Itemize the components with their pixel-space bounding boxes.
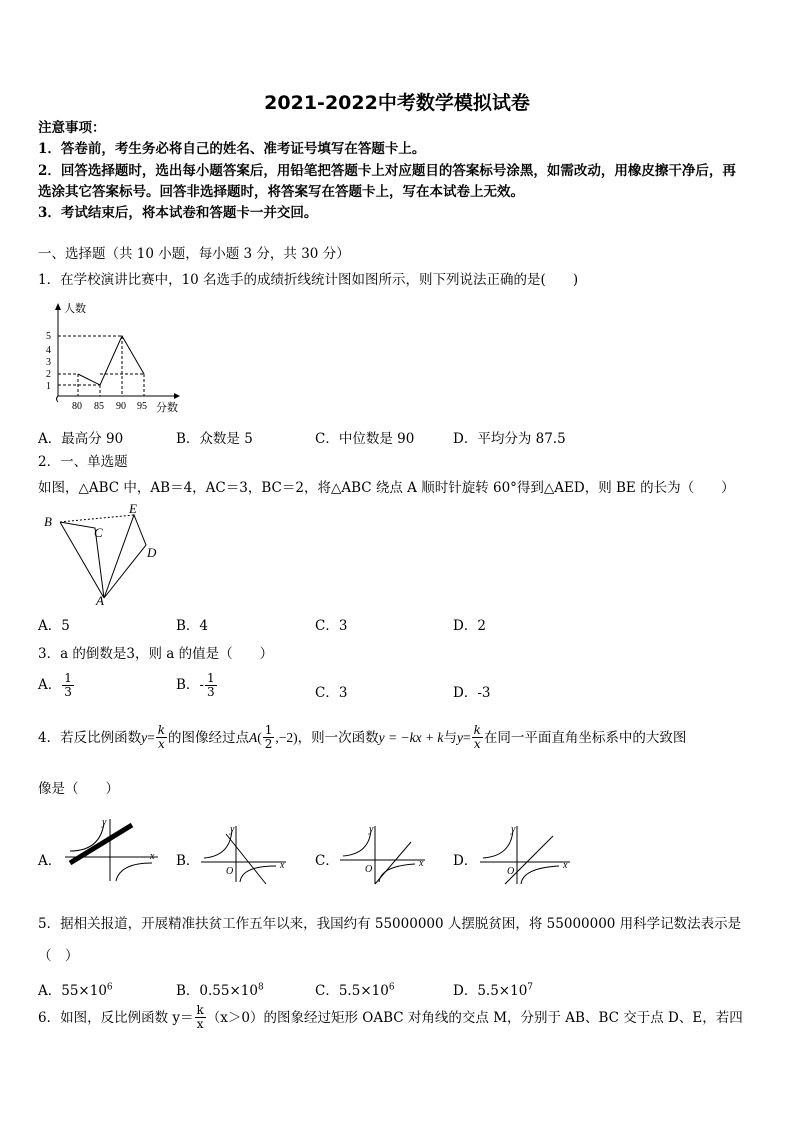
q4-graph-c	[335, 822, 430, 887]
denominator: x	[473, 737, 481, 751]
ytick-4: 4	[46, 345, 51, 356]
y-label: y	[511, 824, 516, 835]
exponent: 8	[257, 982, 264, 993]
y-label: y	[102, 817, 107, 828]
ytick-1: 1	[46, 381, 51, 392]
denominator: x	[196, 1017, 204, 1031]
origin-label: O	[365, 864, 373, 875]
q2-rotation-figure	[38, 500, 163, 608]
numerator: 1	[264, 723, 273, 737]
label-A: A	[96, 593, 104, 608]
q4-paren: (	[257, 729, 262, 745]
q4-option-d-label: D．	[453, 853, 478, 869]
q4-frac-k-x	[156, 724, 167, 751]
exponent: 6	[106, 982, 113, 993]
q4-point-a: A	[249, 729, 258, 745]
q4-text-3: ，则一次函数	[297, 729, 379, 746]
page-title: 2021-2022中考数学模拟试卷	[264, 92, 530, 114]
notice-heading: 注意事项：	[38, 120, 106, 136]
numerator: 1	[206, 671, 215, 685]
numerator: 1	[64, 671, 72, 685]
y-label: y	[369, 824, 374, 835]
notice-line-2: 2．回答选择题时，选出每小题答案后，用铅笔把答题卡上对应题目的答案标号涂黑，如需改动，用橡皮擦干净后，再	[38, 163, 736, 179]
exponent: 6	[388, 982, 395, 993]
base: 5.5×10	[338, 983, 389, 999]
minus-sign: -	[199, 677, 204, 693]
numerator: k	[157, 723, 165, 737]
xtick-90: 90	[116, 401, 126, 412]
q3-option-b-label: B．	[176, 677, 200, 693]
numerator: k	[473, 723, 481, 737]
q3-stem: 3．a 的倒数是3，则 a 的值是（ ）	[38, 646, 274, 662]
q4-graph-d	[475, 822, 575, 887]
x-label: x	[150, 851, 155, 862]
q6-text-1: 6．如图，反比例函数 y＝	[38, 1009, 194, 1026]
y-label: y	[230, 824, 235, 835]
label-E: E	[129, 501, 137, 516]
q4-text-1: 4．若反比例函数	[38, 729, 142, 746]
q4-stem	[38, 724, 686, 751]
q4-y-2: y	[456, 729, 463, 745]
base: 0.55×10	[199, 983, 258, 999]
q4-graph-b	[196, 820, 291, 885]
notice-line-1: 1．答卷前，考生务必将自己的姓名、准考证号填写在答题卡上。	[38, 141, 426, 157]
q1-option-a: A．最高分 90	[38, 431, 124, 447]
base: 55×10	[61, 983, 107, 999]
label-B: B	[44, 514, 52, 529]
denominator: 3	[206, 685, 215, 699]
q4-eq: =	[147, 729, 155, 745]
ytick-3: 3	[46, 357, 51, 368]
q1-stem: 1．在学校演讲比赛中，10 名选手的成绩折线统计图如图所示，则下列说法正确的是( )	[38, 272, 579, 288]
q2-option-d: D．2	[453, 618, 486, 634]
q6-stem	[38, 1004, 743, 1031]
label: C．	[315, 983, 339, 999]
q3-option-b	[176, 672, 218, 699]
q4-frac-k-x-2	[472, 724, 483, 751]
x-label: x	[280, 860, 285, 871]
x-label: x	[563, 860, 568, 871]
xtick-85: 85	[94, 401, 104, 412]
q4-option-c-label: C．	[315, 853, 339, 869]
q4-text-2: 的图像经过点	[168, 729, 249, 746]
q1-line-chart	[36, 298, 186, 418]
label: A．	[38, 983, 62, 999]
q1-option-b: B．众数是 5	[176, 431, 253, 447]
q5-stem: 5．据相关报道，开展精准扶贫工作五年以来，我国约有 55000000 人摆脱贫困，将 55000000 用科学记数法表示是	[38, 916, 742, 932]
q4-option-b-label: B．	[176, 853, 200, 869]
q2-option-c: C．3	[315, 618, 348, 634]
q6-text-2: （x＞0）的图象经过矩形 OABC 对角线的交点 M，分别于 AB、BC 交于点 D、E，若四	[206, 1009, 743, 1026]
origin-label: O	[507, 866, 515, 877]
q6-fraction	[195, 1004, 206, 1031]
q5-option-c	[315, 979, 395, 999]
q4-text-4: 与	[443, 729, 457, 746]
q1-option-c: C．中位数是 90	[315, 431, 415, 447]
q3-option-d: D．-3	[453, 685, 491, 701]
q4-point-rest: ,−2)	[275, 729, 298, 745]
chart-ylabel: 人数	[64, 303, 86, 315]
xtick-95: 95	[137, 401, 147, 412]
numerator: k	[196, 1003, 204, 1017]
q2-heading: 2．一、单选题	[38, 454, 128, 470]
notice-line-3: 选涂其它答案标号。回答非选择题时，将答案写在答题卡上，写在本试卷上无效。	[38, 184, 524, 200]
chart-xlabel: 分数	[156, 402, 178, 414]
ytick-5: 5	[46, 331, 51, 342]
q4-y: y	[141, 729, 148, 745]
q3-option-a	[38, 672, 75, 699]
q4-text-5: 在同一平面直角坐标系中的大致图	[483, 729, 687, 746]
q4-option-a-label: A．	[38, 853, 62, 869]
label: B．	[176, 983, 200, 999]
label-C: C	[94, 525, 103, 540]
xtick-80: 80	[72, 401, 82, 412]
q5-option-d	[453, 979, 533, 999]
q2-option-b: B．4	[176, 618, 209, 634]
q1-option-d: D．平均分为 87.5	[453, 431, 566, 447]
denominator: x	[157, 737, 165, 751]
q2-stem: 如图，△ABC 中，AB＝4，AC＝3，BC＝2，将△ABC 绕点 A 顺时针旋转 60°得到△AED，则 BE 的长为（ ）	[38, 480, 735, 496]
denominator: 2	[264, 737, 273, 751]
q5-paren: （ ）	[38, 948, 79, 964]
q5-option-a	[38, 979, 113, 999]
label: D．	[453, 983, 478, 999]
ytick-2: 2	[46, 369, 51, 380]
exponent: 7	[527, 982, 534, 993]
q4-frac-half	[263, 724, 275, 751]
q3-fraction-a	[62, 672, 74, 699]
q4-graph-a	[60, 815, 165, 885]
x-label: x	[419, 858, 424, 869]
q3-option-c: C．3	[315, 685, 348, 701]
denominator: 3	[64, 685, 72, 699]
origin-label: O	[226, 866, 234, 877]
q3-fraction-b	[205, 672, 217, 699]
q4-linear: y = −kx + k	[378, 729, 444, 745]
q5-option-b	[176, 979, 264, 999]
label-D: D	[147, 545, 157, 560]
base: 5.5×10	[477, 983, 528, 999]
q3-option-a-label: A．	[38, 677, 62, 693]
q2-option-a: A．5	[38, 618, 70, 634]
q4-stem-line-2: 像是（ ）	[38, 781, 119, 797]
q4-eq-2: =	[462, 729, 471, 745]
notice-line-4: 3．考试结束后，将本试卷和答题卡一并交回。	[38, 205, 318, 221]
section-heading: 一、选择题（共 10 小题，每小题 3 分，共 30 分）	[38, 246, 350, 262]
